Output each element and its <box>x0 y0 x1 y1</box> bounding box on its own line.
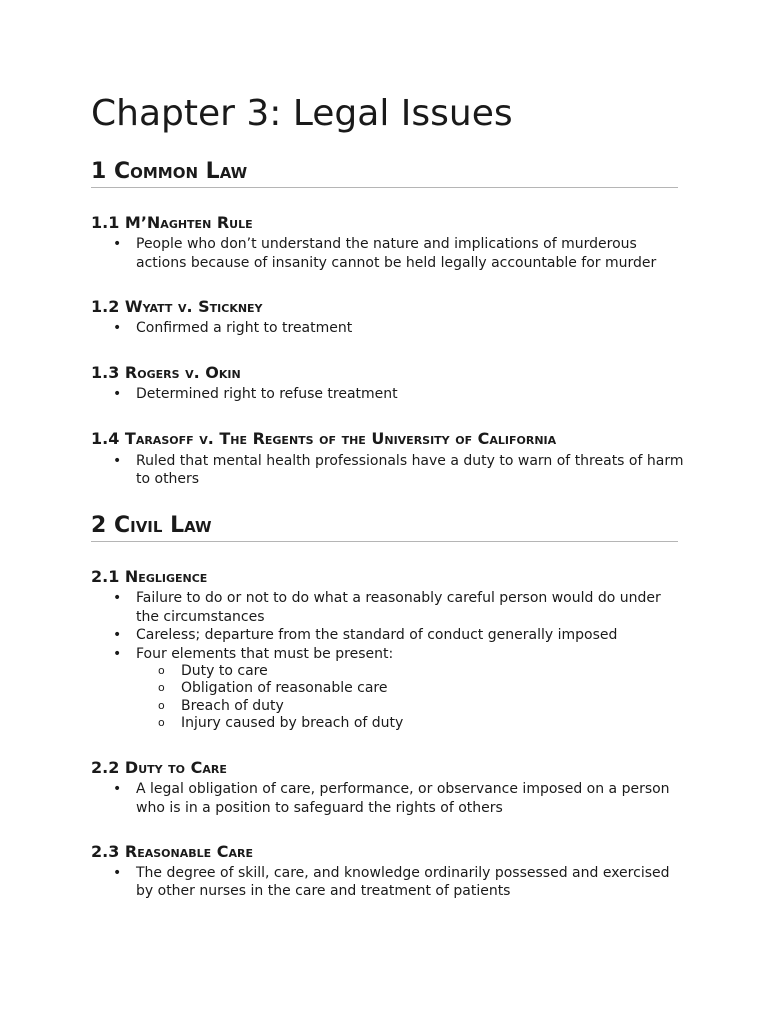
sub-bullet-text: Breach of duty <box>181 698 284 714</box>
bullet-marker: • <box>113 320 122 336</box>
section-heading-common-law: 1 Common Law <box>91 159 248 184</box>
subsection-heading-reasonable-care: 2.3 Reasonable Care <box>91 842 253 861</box>
bullet-text: by other nurses in the care and treatment of patients <box>136 883 511 899</box>
section-divider <box>91 541 678 542</box>
subsection-heading-mnaghten-rule: 1.1 M’Naghten Rule <box>91 213 253 232</box>
bullet-text: People who don’t understand the nature and implications of murderous <box>136 236 637 252</box>
bullet-marker: • <box>113 453 122 469</box>
subsection-heading-tarasoff: 1.4 Tarasoff v. The Regents of the University of California <box>91 429 557 448</box>
bullet-marker: • <box>113 865 122 881</box>
bullet-text: actions because of insanity cannot be held legally accountable for murder <box>136 255 657 271</box>
sub-bullet-text: Duty to care <box>181 663 268 679</box>
bullet-marker: • <box>113 781 122 797</box>
bullet-marker: • <box>113 646 122 662</box>
subsection-heading-duty-to-care: 2.2 Duty to Care <box>91 758 227 777</box>
sub-bullet-marker: o <box>158 664 165 677</box>
sub-bullet-text: Injury caused by breach of duty <box>181 715 404 731</box>
sub-bullet-text: Obligation of reasonable care <box>181 680 388 696</box>
sub-bullet-marker: o <box>158 716 165 729</box>
bullet-text: Confirmed a right to treatment <box>136 320 353 336</box>
bullet-text: The degree of skill, care, and knowledge ordinarily possessed and exercised <box>136 865 670 881</box>
bullet-text: Careless; departure from the standard of conduct generally imposed <box>136 627 618 643</box>
section-heading-civil-law: 2 Civil Law <box>91 513 212 538</box>
bullet-text: Determined right to refuse treatment <box>136 386 398 402</box>
sub-bullet-marker: o <box>158 681 165 694</box>
section-divider <box>91 187 678 188</box>
chapter-title: Chapter 3: Legal Issues <box>91 93 513 134</box>
bullet-text: to others <box>136 471 200 487</box>
subsection-heading-negligence: 2.1 Negligence <box>91 567 208 586</box>
bullet-text: Failure to do or not to do what a reasonably careful person would do under <box>136 590 661 606</box>
bullet-marker: • <box>113 590 122 606</box>
subsection-heading-rogers-v-okin: 1.3 Rogers v. Okin <box>91 363 241 382</box>
subsection-heading-wyatt-v-stickney: 1.2 Wyatt v. Stickney <box>91 297 263 316</box>
sub-bullet-marker: o <box>158 699 165 712</box>
bullet-marker: • <box>113 236 122 252</box>
bullet-text: the circumstances <box>136 609 265 625</box>
bullet-marker: • <box>113 627 122 643</box>
bullet-marker: • <box>113 386 122 402</box>
bullet-text: Four elements that must be present: <box>136 646 394 662</box>
bullet-text: A legal obligation of care, performance, or observance imposed on a person <box>136 781 670 797</box>
bullet-text: who is in a position to safeguard the rights of others <box>136 800 503 816</box>
bullet-text: Ruled that mental health professionals have a duty to warn of threats of harm <box>136 453 684 469</box>
